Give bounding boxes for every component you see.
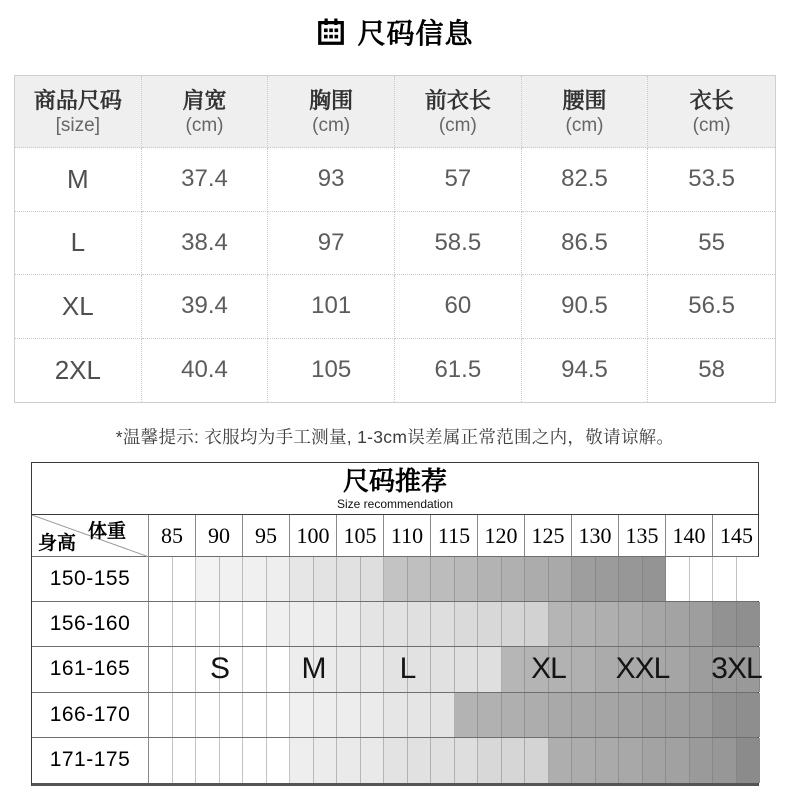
shade-cell — [690, 738, 714, 783]
size-measurements-table — [14, 75, 776, 403]
shade-cells — [149, 602, 760, 646]
shade-cell — [314, 693, 338, 737]
shade-cell — [502, 602, 526, 646]
value-cell: 57 — [395, 148, 522, 212]
shade-cell — [690, 647, 714, 691]
shade-cell — [572, 647, 596, 691]
shade-cell — [666, 602, 690, 646]
shade-cell — [737, 693, 761, 737]
shade-cell — [431, 693, 455, 737]
shade-cell — [549, 602, 573, 646]
col-header-length: 衣长 (cm) — [648, 76, 775, 148]
shade-cell — [596, 557, 620, 601]
col-header-shoulder: 肩宽 (cm) — [142, 76, 269, 148]
shade-cell — [149, 557, 173, 601]
shade-cell — [596, 693, 620, 737]
rec-body — [32, 557, 762, 783]
shade-cell — [220, 693, 244, 737]
shade-cell — [431, 738, 455, 783]
rec-row — [32, 557, 758, 602]
shade-cell — [149, 602, 173, 646]
shade-cell — [314, 602, 338, 646]
shade-cell — [619, 602, 643, 646]
shade-cell — [572, 557, 596, 601]
shade-cell — [361, 693, 385, 737]
value-cell: 97 — [268, 212, 395, 276]
shade-cell — [525, 557, 549, 601]
page-title — [0, 12, 790, 52]
shade-cell — [243, 738, 267, 783]
shade-cell — [455, 557, 479, 601]
shade-cell — [290, 557, 314, 601]
shade-cell — [361, 647, 385, 691]
value-cell: 38.4 — [142, 212, 269, 276]
shade-cell — [290, 738, 314, 783]
shade-cell — [173, 647, 197, 691]
corner-weight-label: 体重 — [87, 521, 126, 542]
shade-cell — [361, 557, 385, 601]
shade-cells — [149, 647, 760, 691]
shade-cell — [572, 738, 596, 783]
weight-header-cell: 85 — [149, 515, 196, 556]
shade-cell — [690, 693, 714, 737]
shade-cell — [666, 557, 690, 601]
shade-cell — [455, 602, 479, 646]
recommendation-title-zh: 尺码推荐 — [342, 466, 447, 496]
value-cell: 58.5 — [395, 212, 522, 276]
size-band-label: 3XL — [711, 652, 762, 686]
shade-cell — [549, 738, 573, 783]
shade-cell — [337, 557, 361, 601]
value-cell: 37.4 — [142, 148, 269, 212]
shade-cell — [337, 647, 361, 691]
size-cell: XL — [15, 275, 142, 339]
shade-cell — [220, 738, 244, 783]
size-recommendation-table — [31, 462, 762, 786]
size-cell: 2XL — [15, 339, 142, 403]
weight-header-cell: 125 — [525, 515, 572, 556]
shade-cell — [455, 693, 479, 737]
weight-header-cell: 145 — [720, 522, 753, 548]
shade-cell — [737, 557, 761, 601]
weight-header-cell: 95 — [243, 515, 290, 556]
shade-cell — [290, 693, 314, 737]
shade-cell — [502, 738, 526, 783]
weight-header-cell: 90 — [196, 515, 243, 556]
shade-cell — [525, 602, 549, 646]
shade-cell — [267, 738, 291, 783]
shade-cell — [337, 693, 361, 737]
col-header-size: 商品尺码 [size] — [15, 76, 142, 148]
shade-cell — [619, 693, 643, 737]
weight-header-cell: 110 — [384, 515, 431, 556]
shade-cell — [149, 647, 173, 691]
value-cell: 53.5 — [648, 148, 775, 212]
height-range-label: 150-155 — [32, 557, 149, 601]
shade-cell — [173, 557, 197, 601]
shade-cell — [361, 602, 385, 646]
shade-cell — [525, 693, 549, 737]
shade-cell — [267, 602, 291, 646]
shade-cell — [666, 738, 690, 783]
shade-cells — [149, 557, 760, 601]
value-cell: 55 — [648, 212, 775, 276]
height-range-label: 161-165 — [32, 647, 149, 691]
corner-height-label: 身高 — [38, 533, 77, 554]
shade-cell — [314, 557, 338, 601]
shade-cell — [384, 738, 408, 783]
shade-cell — [666, 693, 690, 737]
shade-cell — [290, 602, 314, 646]
value-cell: 61.5 — [395, 339, 522, 403]
measurement-notice: *温馨提示: 衣服均为手工测量, 1-3cm误差属正常范围之内，敬请谅解。 — [115, 427, 675, 447]
shade-cell — [361, 738, 385, 783]
value-cell: 82.5 — [522, 148, 649, 212]
shade-cell — [478, 693, 502, 737]
weight-header-cell: 130 — [572, 515, 619, 556]
shade-cell — [243, 557, 267, 601]
shade-cell — [149, 693, 173, 737]
shade-cell — [314, 738, 338, 783]
size-band-label: M — [301, 652, 326, 686]
size-cell: L — [15, 212, 142, 276]
shade-cell — [431, 647, 455, 691]
shade-cell — [643, 738, 667, 783]
size-band-label: L — [399, 652, 416, 686]
shade-cell — [619, 738, 643, 783]
recommendation-title — [32, 463, 758, 515]
shade-cell — [384, 693, 408, 737]
weight-header-cell: 140 — [666, 515, 713, 556]
shade-cell — [690, 557, 714, 601]
shade-cell — [737, 602, 761, 646]
shade-cell — [431, 557, 455, 601]
shade-cell — [196, 602, 220, 646]
shade-cell — [337, 738, 361, 783]
shade-cell — [713, 738, 737, 783]
height-range-label: 166-170 — [32, 693, 149, 737]
size-band-label: S — [209, 652, 230, 686]
value-cell: 39.4 — [142, 275, 269, 339]
value-cell: 86.5 — [522, 212, 649, 276]
value-cell: 90.5 — [522, 275, 649, 339]
size-band-label: XL — [531, 652, 566, 686]
shade-cell — [220, 557, 244, 601]
value-cell: 40.4 — [142, 339, 269, 403]
shade-cell — [384, 602, 408, 646]
weight-header-cell: 105 — [337, 515, 384, 556]
value-cell: 105 — [268, 339, 395, 403]
recommendation-title-en: Size recommendation — [336, 496, 454, 511]
weight-header-cell: 120 — [478, 515, 525, 556]
weight-header-cell: 115 — [431, 515, 478, 556]
shade-cell — [478, 738, 502, 783]
rec-weight-row — [32, 515, 758, 557]
rec-row — [32, 738, 758, 783]
shade-cell — [149, 738, 173, 783]
shade-cell — [643, 693, 667, 737]
shade-cell — [243, 647, 267, 691]
shade-cell — [713, 557, 737, 601]
shade-cell — [267, 693, 291, 737]
shade-cell — [408, 557, 432, 601]
shade-cell — [596, 738, 620, 783]
shade-cell — [431, 602, 455, 646]
page-title-text: 尺码信息 — [357, 18, 474, 49]
value-cell: 93 — [268, 148, 395, 212]
size-band-label: XXL — [615, 652, 670, 686]
weight-header-cell: 135 — [619, 515, 666, 556]
value-cell: 58 — [698, 356, 725, 384]
shade-cell — [220, 602, 244, 646]
shade-cell — [572, 602, 596, 646]
shade-cell — [173, 738, 197, 783]
rec-row — [32, 602, 758, 647]
shade-cell — [173, 693, 197, 737]
shade-cell — [173, 602, 197, 646]
shade-cell — [478, 647, 502, 691]
shade-cell — [408, 602, 432, 646]
shade-cell — [713, 693, 737, 737]
shade-cell — [408, 738, 432, 783]
shade-cell — [502, 557, 526, 601]
col-header-chest: 胸围 (cm) — [268, 76, 395, 148]
height-range-label: 156-160 — [32, 602, 149, 646]
col-header-waist: 腰围 (cm) — [522, 76, 649, 148]
shade-cell — [643, 602, 667, 646]
shade-cell — [502, 647, 526, 691]
shade-cell — [619, 557, 643, 601]
size-cell: M — [15, 148, 142, 212]
shade-cells — [149, 693, 760, 737]
shade-cell — [196, 738, 220, 783]
height-range-label: 171-175 — [32, 738, 149, 783]
corner-cell — [32, 515, 149, 556]
shade-cell — [267, 647, 291, 691]
value-cell: 101 — [268, 275, 395, 339]
shade-cell — [267, 557, 291, 601]
shade-cell — [572, 693, 596, 737]
shade-cell — [478, 557, 502, 601]
calendar-grid-icon — [316, 17, 346, 47]
value-cell: 60 — [395, 275, 522, 339]
shade-cell — [549, 557, 573, 601]
shade-cell — [384, 557, 408, 601]
value-cell: 94.5 — [522, 339, 649, 403]
rec-row — [32, 647, 762, 692]
value-cell: 56.5 — [648, 275, 775, 339]
shade-cell — [196, 693, 220, 737]
shade-cells — [149, 738, 760, 783]
shade-cell — [596, 602, 620, 646]
shade-cell — [455, 738, 479, 783]
shade-cell — [196, 557, 220, 601]
shade-cell — [713, 602, 737, 646]
shade-cell — [243, 693, 267, 737]
shade-cell — [478, 602, 502, 646]
shade-cell — [737, 738, 761, 783]
shade-cell — [643, 557, 667, 601]
rec-row — [32, 693, 758, 738]
shade-cell — [337, 602, 361, 646]
shade-cell — [408, 693, 432, 737]
shade-cell — [502, 693, 526, 737]
shade-cell — [690, 602, 714, 646]
shade-cell — [525, 738, 549, 783]
col-header-front-length: 前衣长 (cm) — [395, 76, 522, 148]
shade-cell — [549, 693, 573, 737]
shade-cell — [243, 602, 267, 646]
weight-header-cell: 100 — [290, 515, 337, 556]
shade-cell — [455, 647, 479, 691]
